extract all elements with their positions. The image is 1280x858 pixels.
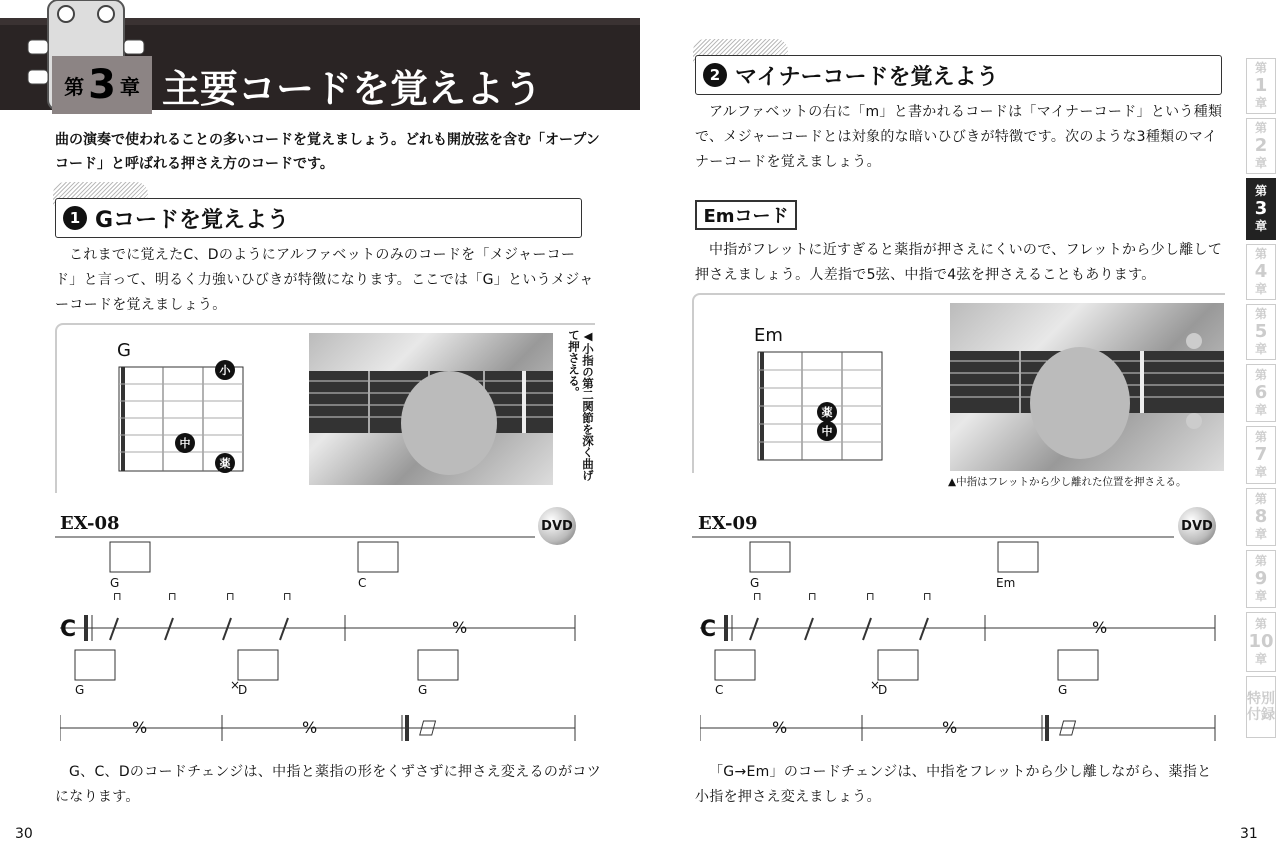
- chord-label-d: D: [238, 683, 248, 697]
- dvd-badge[interactable]: DVD: [538, 507, 576, 545]
- chapter-tab-5[interactable]: 第 5 章: [1246, 304, 1276, 360]
- pick-mark: ⊓: [113, 590, 122, 603]
- page-number: 31: [1240, 826, 1258, 842]
- chord-label-d: D: [878, 683, 888, 697]
- chapter-pre: 第: [64, 74, 85, 99]
- chapter-tab-1[interactable]: 第 1 章: [1246, 58, 1276, 114]
- section-number: 1: [63, 206, 87, 230]
- chord-label-g3: G: [418, 683, 428, 697]
- footer-text: 「G→Em」のコードチェンジは、中指をフレットから少し離しながら、薬指と小指を押さえ変えましょう。: [695, 764, 1212, 805]
- chapter-tab-7[interactable]: 第 7 章: [1246, 426, 1276, 484]
- pick-mark: ⊓: [753, 590, 762, 603]
- chord-label-g2: G: [1058, 683, 1068, 697]
- pick-mark: ⊓: [866, 590, 875, 603]
- footer-text: G、C、Dのコードチェンジは、中指と薬指の形をくずさずに押さえ変えるのがコツになります。: [55, 764, 602, 805]
- repeat-mark-3: %: [942, 718, 958, 737]
- mute-mark: ×: [230, 678, 241, 692]
- fretboard-photo-icon: [950, 303, 1224, 471]
- finger-dot-ring: 薬: [817, 402, 837, 422]
- section-title: マイナーコードを覚えよう: [735, 65, 999, 90]
- page-number: 30: [15, 826, 33, 842]
- section-heading-2: [695, 55, 1222, 95]
- hand-photo: [309, 333, 553, 485]
- chapter-tab-4[interactable]: 第 4 章: [1246, 244, 1276, 300]
- chapter-number: 3: [88, 62, 116, 108]
- chord-name: G: [117, 340, 131, 361]
- time-signature: C: [60, 617, 77, 642]
- repeat-mark-1: %: [1092, 618, 1108, 637]
- subheading-em: Emコード: [695, 200, 797, 230]
- chord-panel-g: [55, 323, 595, 493]
- chapter-tab-bonus[interactable]: 特別 付録: [1246, 676, 1276, 738]
- dvd-badge[interactable]: DVD: [1178, 507, 1216, 545]
- photo-caption: ▲中指はフレットから少し離れた位置を押さえる。: [948, 476, 1187, 488]
- chord-label-em: Em: [996, 576, 1016, 590]
- repeat-mark-2: %: [772, 718, 788, 737]
- hand-photo: [950, 303, 1224, 471]
- repeat-mark-3: %: [302, 718, 318, 737]
- fretboard-photo-icon: [309, 333, 553, 485]
- finger-dot-ring: 薬: [215, 453, 235, 473]
- example-id: EX-09: [698, 513, 758, 534]
- pick-mark: ⊓: [283, 590, 292, 603]
- example-id: EX-08: [60, 513, 120, 534]
- example-rule: [692, 536, 1174, 538]
- example-rule: [55, 536, 535, 538]
- finger-dot-pinky: 小: [215, 360, 235, 380]
- pick-mark: ⊓: [923, 590, 932, 603]
- intro-text: 曲の演奏で使われることの多いコードを覚えましょう。どれも開放弦を含む「オープンコード」と呼ばれる押さえ方のコードです。: [55, 132, 600, 172]
- body-text-2: 中指がフレットに近すぎると薬指が押さえにくいので、フレットから少し離して押さえましょう。人差指で5弦、中指で4弦を押さえることもあります。: [695, 242, 1223, 283]
- chord-label-c: C: [358, 576, 367, 590]
- pick-mark: ⊓: [808, 590, 817, 603]
- photo-caption: ◀小指の第二関節を深く曲げて押さえる。: [567, 329, 595, 481]
- time-signature: C: [700, 617, 717, 642]
- chord-name: Em: [754, 325, 783, 346]
- chord-panel-em: [692, 293, 1225, 473]
- body-text: アルファベットの右に「m」と書かれるコードは「マイナーコード」という種類で、メジャーコードとは対象的な暗いひびきが特徴です。次のような3種類のマイナーコードを覚えましょう。: [695, 104, 1223, 170]
- chapter-tab-3[interactable]: 第 3 章: [1246, 178, 1276, 240]
- chapter-badge: [52, 56, 152, 114]
- chapter-tab-9[interactable]: 第 9 章: [1246, 550, 1276, 608]
- section-heading-1: [55, 198, 582, 238]
- section-number: 2: [703, 63, 727, 87]
- chord-label-g: G: [750, 576, 760, 590]
- chapter-tab-10[interactable]: 第 10 章: [1246, 612, 1276, 672]
- body-text: これまでに覚えたC、Dのようにアルファベットのみのコードを「メジャーコード」と言って、明るく力強いひびきが特徴になります。ここでは「G」というメジャーコードを覚えましょう。: [55, 247, 594, 313]
- repeat-mark-1: %: [452, 618, 468, 637]
- chapter-tab-2[interactable]: 第 2 章: [1246, 118, 1276, 174]
- finger-dot-middle: 中: [817, 421, 837, 441]
- chord-label-g: G: [110, 576, 120, 590]
- chapter-banner: [0, 18, 640, 110]
- chapter-tab-8[interactable]: 第 8 章: [1246, 488, 1276, 546]
- chapter-tab-6[interactable]: 第 6 章: [1246, 364, 1276, 422]
- chord-label-c: C: [715, 683, 724, 697]
- mute-mark: ×: [870, 678, 881, 692]
- pick-mark: ⊓: [226, 590, 235, 603]
- pick-mark: ⊓: [168, 590, 177, 603]
- finger-dot-middle: 中: [175, 433, 195, 453]
- chapter-post: 章: [119, 74, 140, 99]
- chord-label-g2: G: [75, 683, 85, 697]
- repeat-mark-2: %: [132, 718, 148, 737]
- chapter-title: 主要コードを覚えよう: [162, 66, 543, 111]
- section-title: Gコードを覚えよう: [95, 208, 290, 233]
